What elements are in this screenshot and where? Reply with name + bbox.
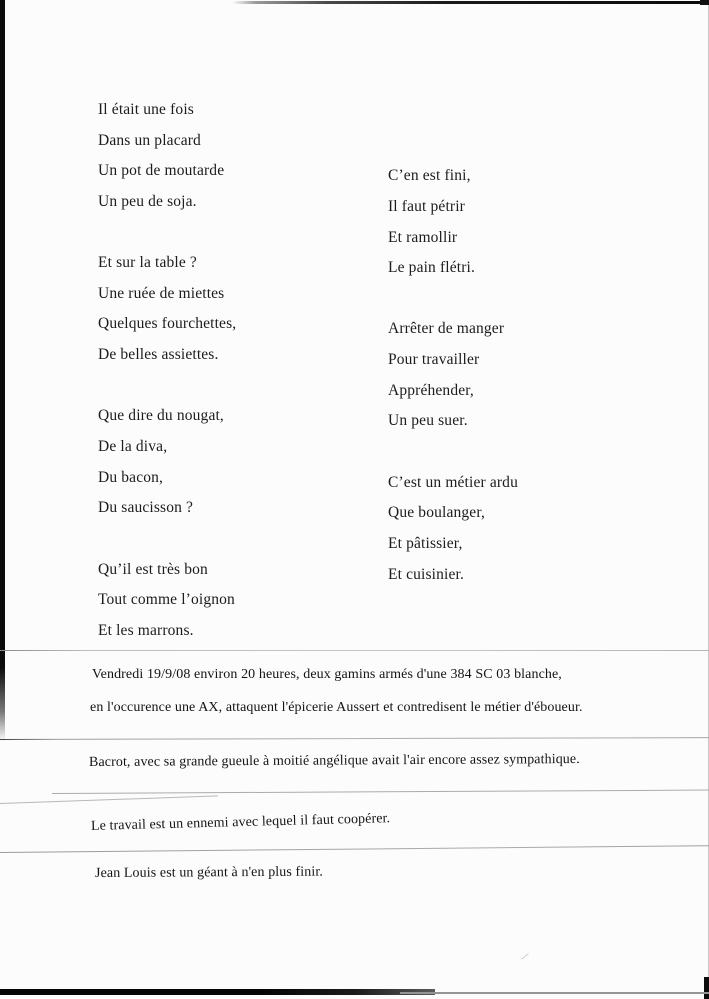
stray-mark: ⁄	[522, 950, 528, 964]
poem-line-right: Que boulanger,	[388, 504, 486, 522]
poem-line-right: Il faut pétrir	[388, 197, 465, 215]
poem-line-left: Un peu de soja.	[98, 192, 197, 210]
poem-line-left: De la diva,	[98, 438, 168, 456]
paper-seam-4	[0, 845, 709, 853]
poem-line-right: Arrêter de manger	[388, 320, 505, 338]
poem-line-left: De belles assiettes.	[98, 346, 219, 364]
poem-line-left: Et sur la table ?	[98, 254, 197, 272]
poem-line-left: Dans un placard	[98, 131, 201, 149]
poem-line-right: Le pain flétri.	[388, 259, 476, 277]
poem-row	[0, 560, 709, 591]
poem-row	[0, 498, 709, 529]
scan-corner-top-right	[700, 0, 709, 5]
poem-row	[0, 345, 709, 376]
poem-line-left: Qu’il est très bon	[98, 560, 208, 578]
scan-edge-bottom-right	[704, 977, 709, 999]
scan-edge-top	[232, 1, 709, 4]
poem-line-left: Quelques fourchettes,	[98, 315, 237, 333]
paper-seam-3	[52, 790, 709, 795]
poem-row	[0, 192, 709, 223]
poem-row	[0, 253, 709, 284]
poem-row	[0, 376, 709, 407]
poem-line-right: Et ramollir	[388, 228, 458, 246]
poem-line-left: Et les marrons.	[98, 621, 194, 639]
poem-line-right: Appréhender,	[388, 381, 474, 399]
poem-line-left: Un pot de moutarde	[98, 162, 225, 180]
poem-row	[0, 100, 709, 131]
poem-line-left: Du bacon,	[98, 468, 164, 486]
poem-row	[0, 223, 709, 254]
paper-seam-3-left-edge	[0, 795, 218, 804]
poem-line-right: Et cuisinier.	[388, 565, 464, 583]
poem-row	[0, 284, 709, 315]
poem-row	[0, 131, 709, 162]
scan-bottom-line	[400, 992, 709, 994]
paper-seam-2	[0, 737, 709, 740]
poem-row	[0, 468, 709, 499]
poem-line-right: Un peu suer.	[388, 412, 468, 430]
poem-line-left: Tout comme l’oignon	[98, 591, 235, 609]
poem-row	[0, 314, 709, 345]
poem-line-left: Que dire du nougat,	[98, 407, 224, 425]
poem-row	[0, 406, 709, 437]
poem-line-right: Pour travailler	[388, 351, 480, 369]
poem-line-right: C’en est fini,	[388, 167, 471, 185]
poem-row	[0, 590, 709, 621]
note-bacrot: Bacrot, avec sa grande gueule à moitié angélique avait l'air encore assez sympathique.	[88, 752, 580, 770]
scan-bottom-bar	[0, 989, 435, 995]
poem-row	[0, 529, 709, 560]
poem-section	[0, 100, 709, 652]
note-vendredi-line1: Vendredi 19/9/08 environ 20 heures, deux gamins armés d'une 384 SC 03 blanche,	[92, 667, 562, 682]
poem-row	[0, 437, 709, 468]
note-jean-louis: Jean Louis est un géant à n'en plus finir.	[94, 864, 324, 881]
note-travail: Le travail est un ennemi avec lequel il faut coopérer.	[90, 811, 391, 834]
note-vendredi-line2: en l'occurence une AX, attaquent l'épicerie Aussert et contredisent le métier d'éboueur.	[90, 700, 583, 715]
poem-line-left: Du saucisson ?	[98, 499, 194, 517]
poem-line-left: Il était une fois	[98, 101, 194, 118]
poem-line-right: C’est un métier ardu	[388, 473, 518, 491]
poem-row	[0, 621, 709, 652]
poem-line-left: Une ruée de miettes	[98, 284, 225, 302]
poem-line-right: Et pâtissier,	[388, 534, 463, 552]
poem-row	[0, 161, 709, 192]
